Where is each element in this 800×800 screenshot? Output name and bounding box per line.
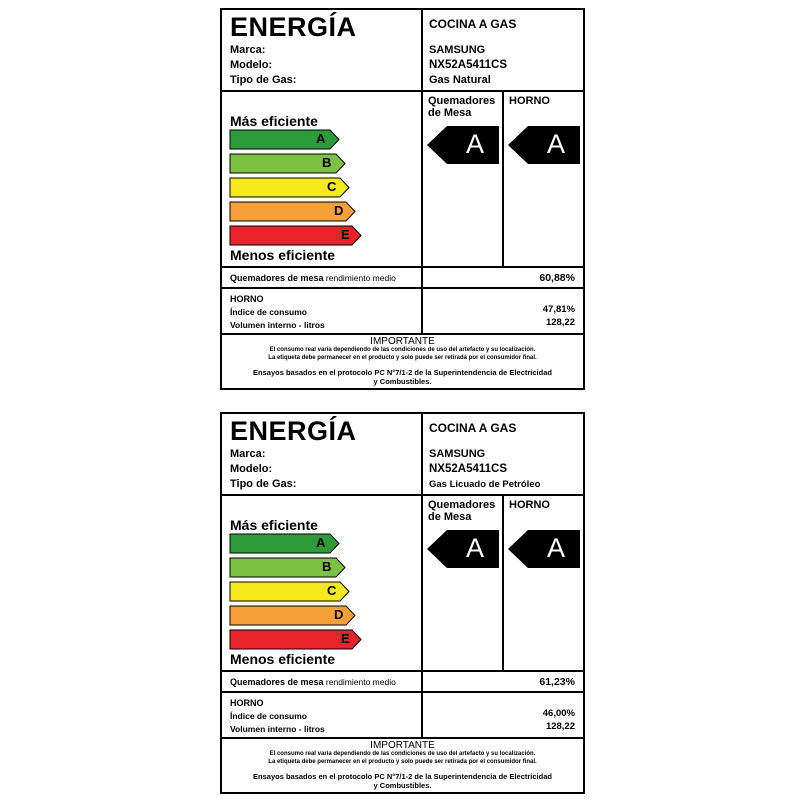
class-letter: E [341,227,350,242]
brand-value: SAMSUNG [429,44,486,56]
protocol-footer [222,772,583,790]
divider [421,672,423,693]
important-title: IMPORTANTE [370,740,435,751]
performance-label-bold: Quemadores de mesa [230,273,324,283]
volume-label: Volumen interno - litros [230,320,325,330]
label-title: ENERGÍA [230,12,357,42]
burners-header-line: Quemadores [428,95,496,107]
brand-key: Marca: [230,448,266,460]
important-line: La etiqueta debe permanecer en el producto y solo puede ser retirada por el consumidor final. [268,355,537,361]
consumption-label: Índice de consumo [230,711,307,721]
divider [421,268,423,289]
oven-rating-letter: A [546,533,565,563]
scale-bottom-label: Menos eficiente [230,247,336,263]
burners-header-line: Quemadores [428,499,496,511]
protocol-line: y Combustibles. [373,377,432,386]
performance-label [230,677,396,687]
gas-key: Tipo de Gas: [230,478,297,490]
oven-rating-arrow [508,530,580,568]
oven-header: HORNO [509,95,550,107]
oven-section-title: HORNO [230,294,264,304]
energy-label-lpg [220,412,585,794]
volume-label: Volumen interno - litros [230,724,325,734]
oven-column [504,496,585,670]
model-key: Modelo: [230,59,273,71]
burners-rating-letter: A [465,129,484,159]
burners-column [423,92,502,266]
volume-value: 128,22 [545,317,575,328]
protocol-line: Ensayos basados en el protocolo PC N°7/1-2 de la Superintendencia de Electricidad [253,772,552,781]
oven-header: HORNO [509,499,550,511]
model-value: NX52A5411CS [429,59,507,71]
brand-key: Marca: [230,44,266,56]
burners-rating-arrow [427,126,499,164]
performance-label-rest: rendimiento medio [323,273,396,283]
gas-value: Gas Licuado de Petróleo [429,479,541,490]
performance-value: 61,23% [539,676,575,688]
model-value: NX52A5411CS [429,463,507,475]
important-line: El consumo real varía dependiendo de las condiciones de uso del artefacto y su localización. [269,751,536,757]
performance-label-bold: Quemadores de mesa [230,677,324,687]
performance-value: 60,88% [539,272,575,284]
class-letter: A [316,535,326,550]
oven-section-title: HORNO [230,698,264,708]
burners-header [428,95,495,119]
label-title: ENERGÍA [230,416,357,446]
important-line: La etiqueta debe permanecer en el producto y solo puede ser retirada por el consumidor final. [268,759,537,765]
class-letter: D [334,607,344,622]
burners-rating-letter: A [465,533,484,563]
gas-value: Gas Natural [429,74,491,86]
burners-header-line: de Mesa [428,511,472,523]
performance-label-rest: rendimiento medio [323,677,396,687]
scale-top-label: Más eficiente [230,517,318,533]
consumption-value: 47,81% [542,304,575,315]
class-letter: E [341,631,350,646]
divider [421,414,423,496]
class-letter: C [327,583,337,598]
burners-column [423,496,502,670]
scale-bottom-label: Menos eficiente [230,651,336,667]
efficiency-scale [222,92,421,266]
divider [421,289,423,335]
important-section [222,335,583,390]
energy-label-natural-gas [220,8,585,390]
oven-rating-letter: A [546,129,565,159]
class-letter: C [327,179,337,194]
appliance-type: COCINA A GAS [429,17,517,31]
volume-value: 128,22 [545,721,575,732]
oven-column [504,92,585,266]
efficiency-scale [222,496,421,670]
important-section [222,739,583,794]
divider [421,693,423,739]
burners-header [428,499,495,523]
consumption-label: Índice de consumo [230,307,307,317]
important-line: El consumo real varía dependiendo de las condiciones de uso del artefacto y su localización. [269,347,536,353]
performance-label [230,273,396,283]
oven-rating-arrow [508,126,580,164]
class-letter: B [322,559,332,574]
important-title: IMPORTANTE [370,336,435,347]
class-letter: A [316,131,326,146]
burners-header-line: de Mesa [428,107,472,119]
protocol-footer [222,368,583,386]
scale-top-label: Más eficiente [230,113,318,129]
protocol-line: Ensayos basados en el protocolo PC N°7/1-2 de la Superintendencia de Electricidad [253,368,552,377]
divider [421,10,423,92]
gas-key: Tipo de Gas: [230,74,297,86]
appliance-type: COCINA A GAS [429,421,517,435]
brand-value: SAMSUNG [429,448,486,460]
class-letter: B [322,155,332,170]
model-key: Modelo: [230,463,273,475]
protocol-line: y Combustibles. [373,781,432,790]
class-letter: D [334,203,344,218]
consumption-value: 46,00% [542,708,575,719]
burners-rating-arrow [427,530,499,568]
